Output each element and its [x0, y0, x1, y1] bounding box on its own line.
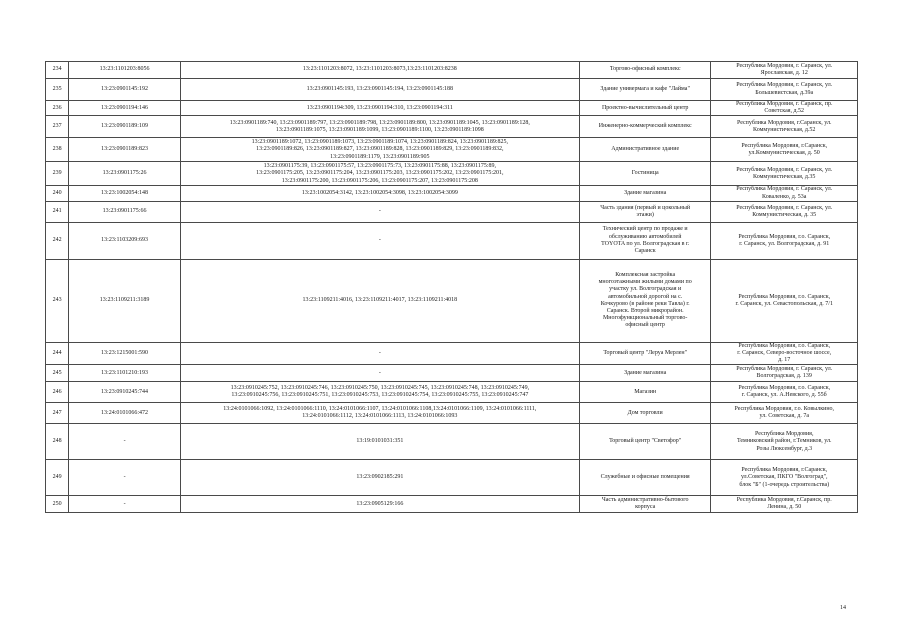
object-cadastral-numbers: 13:24:0101066:1092, 13:24:0101066:1110, 13:24:0101066:1107, 13:24:0101066:1108,13:24:0101066:1109, 13:24:0101066:1111, 13:24:0101066:1112, 13:24:0101066:1113, 13:24:0101066:1093: [180, 403, 579, 424]
object-cadastral-numbers: -: [180, 201, 579, 222]
table-row: [46, 424, 858, 460]
table-row: [46, 186, 858, 201]
object-address: Республика Мордовия, г.о. Саранск, г. Саранск, Северо-восточное шоссе, д. 17: [711, 342, 858, 365]
object-address: Республика Мордовия, г. Саранск, ул. Волгоградская, д. 139: [711, 365, 858, 382]
row-number: 240: [46, 186, 69, 201]
object-address: Республика Мордовия, г. Саранск, пр. Советская, д.52: [711, 101, 858, 116]
table-row: [46, 342, 858, 365]
object-address: Республика Мордовия, г. Саранск, ул. Коммунистическая, д. 35: [711, 201, 858, 222]
table-row: [46, 460, 858, 496]
object-address: Республика Мордовия, г.о. Саранск, г. Саранск, ул. Севастопольская, д. 7/1: [711, 259, 858, 342]
object-address: Республика Мордовия, г.о. Саранск, г. Саранск, ул. А.Невского, д. 55б: [711, 382, 858, 403]
object-cadastral-numbers: 13:23:0902185:291: [180, 460, 579, 496]
cadastral-number: 13:23:1109211:3189: [69, 259, 180, 342]
object-name: Часть административно-бытового корпуса: [579, 496, 711, 513]
object-name: Служебные и офисные помещения: [579, 460, 711, 496]
row-number: 245: [46, 365, 69, 382]
object-address: Республика Мордовия, г.о. Саранск, г. Саранск, ул. Волгоградская, д. 91: [711, 222, 858, 259]
table-row: [46, 201, 858, 222]
object-address: Республика Мордовия, г.Саранск, пр. Ленина, д. 50: [711, 496, 858, 513]
cadastral-number: 13:23:0901145:192: [69, 79, 180, 101]
object-cadastral-numbers: 13:23:0901189:740, 13:23:0901189:797, 13:23:0901189:798, 13:23:0901189:800, 13:23:0901189:1045, 13:23:0901189:128, 13:23:0901189:1075, 13:23:0901189:1099, 13:23:0901189:1100, 13:23:0901189:1098: [180, 116, 579, 138]
object-cadastral-numbers: 13:23:0901194:309, 13:23:0901194:310, 13:23:0901194:311: [180, 101, 579, 116]
object-address: Республика Мордовия, г.Саранск, ул. Коммунистическая, д.52: [711, 116, 858, 138]
object-name: Здание универмага и кафе "Лайма": [579, 79, 711, 101]
table-row: [46, 496, 858, 513]
object-name: Гостиница: [579, 162, 711, 186]
table-row: [46, 79, 858, 101]
row-number: 249: [46, 460, 69, 496]
object-name: Торговый центр "Светофор": [579, 424, 711, 460]
cadastral-number: -: [69, 496, 180, 513]
row-number: 248: [46, 424, 69, 460]
cadastral-number: 13:23:0901189:109: [69, 116, 180, 138]
page-number: 14: [840, 605, 846, 611]
object-cadastral-numbers: 13:23:0910245:752, 13:23:0910245:746, 13:23:0910245:750, 13:23:0910245:745, 13:23:0910245:748, 13:23:0910245:749, 13:23:0910245:756, 13:23:0910245:751, 13:23:0910245:753, 13:23:0910245:754, 13:23:0910245:755, 13:23:0910245:747: [180, 382, 579, 403]
object-cadastral-numbers: 13:23:1109211:4016, 13:23:1109211:4017, 13:23:1109211:4018: [180, 259, 579, 342]
object-name: Комплексная застройка многоэтажными жилыми домами по участку ул. Волгоградская и автомобильной дорогой на с. Кочкурово (в районе реки Тавла) г. Саранск. Второй микрорайон. Многофункциональный торгово- офисный центр: [579, 259, 711, 342]
table-row: [46, 365, 858, 382]
object-cadastral-numbers: 13:23:0901189:1072, 13:23:0901189:1073, 13:23:0901189:1074, 13:23:0901189:824, 13:23:0901189:825, 13:23:0901189:826, 13:23:0901189:827, 13:23:0901189:828, 13:23:0901189:829, 13:23:0901189:832, 13:23:0901189:1179, 13:23:0901189:905: [180, 138, 579, 162]
row-number: 239: [46, 162, 69, 186]
table-row: [46, 101, 858, 116]
object-cadastral-numbers: -: [180, 222, 579, 259]
row-number: 247: [46, 403, 69, 424]
table-row: [46, 138, 858, 162]
object-cadastral-numbers: 13:23:1002054:3142, 13:23:1002054:3098, 13:23:1002054:3099: [180, 186, 579, 201]
object-name: Инженерно-коммерческий комплекс: [579, 116, 711, 138]
object-cadastral-numbers: -: [180, 342, 579, 365]
object-cadastral-numbers: 13:23:0905129:166: [180, 496, 579, 513]
object-address: Республика Мордовия, г.о. Ковылкино, ул. Советская, д. 7а: [711, 403, 858, 424]
cadastral-number: 13:23:1002054:148: [69, 186, 180, 201]
table-row: [46, 116, 858, 138]
cadastral-number: 13:23:1103209:693: [69, 222, 180, 259]
object-name: Проектно-вычислительный центр: [579, 101, 711, 116]
object-cadastral-numbers: 13:19:0101031:351: [180, 424, 579, 460]
row-number: 243: [46, 259, 69, 342]
cadastral-number: -: [69, 424, 180, 460]
row-number: 238: [46, 138, 69, 162]
cadastral-number: 13:23:0901189:823: [69, 138, 180, 162]
row-number: 236: [46, 101, 69, 116]
object-name: Здание магазина: [579, 186, 711, 201]
object-address: Республика Мордовия, г.Саранск, ул.Коммунистическая, д. 50: [711, 138, 858, 162]
cadastral-number: 13:23:1101203:8056: [69, 62, 180, 79]
row-number: 237: [46, 116, 69, 138]
table-body: [46, 62, 858, 513]
object-cadastral-numbers: 13:23:1101203:8072, 13:23:1101203:8073,13:23:1101203:8238: [180, 62, 579, 79]
cadastral-number: 13:23:0901175:26: [69, 162, 180, 186]
row-number: 246: [46, 382, 69, 403]
row-number: 250: [46, 496, 69, 513]
object-address: Республика Мордовия, Темниковский район, г.Темников, ул. Розы Люксембург, д.3: [711, 424, 858, 460]
register-table: [45, 61, 858, 513]
cadastral-number: 13:23:0901175:66: [69, 201, 180, 222]
object-address: Республика Мордовия, г. Саранск, ул. Коммунистическая, д.35: [711, 162, 858, 186]
object-cadastral-numbers: 13:23:0901145:193, 13:23:0901145:194, 13:23:0901145:188: [180, 79, 579, 101]
row-number: 244: [46, 342, 69, 365]
table-row: [46, 382, 858, 403]
cadastral-number: 13:23:1215001:590: [69, 342, 180, 365]
row-number: 235: [46, 79, 69, 101]
object-name: Здание магазина: [579, 365, 711, 382]
row-number: 241: [46, 201, 69, 222]
object-address: Республика Мордовия, г. Саранск, ул. Большевистская, д.39а: [711, 79, 858, 101]
object-address: Республика Мордовия, г.Саранск, ул.Советская, ПКГО "Волгоград", блок "Б" (1-очередь строительства): [711, 460, 858, 496]
table-row: [46, 259, 858, 342]
table-row: [46, 222, 858, 259]
object-name: Административное здание: [579, 138, 711, 162]
object-name: Торговый центр "Леруа Мерлен": [579, 342, 711, 365]
cadastral-number: 13:23:0901194:146: [69, 101, 180, 116]
row-number: 234: [46, 62, 69, 79]
cadastral-number: 13:23:0910245:744: [69, 382, 180, 403]
object-address: Республика Мордовия, г. Саранск, ул. Ярославская, д. 12: [711, 62, 858, 79]
object-name: Дом торговли: [579, 403, 711, 424]
cadastral-number: 13:23:1101210:193: [69, 365, 180, 382]
cadastral-number: -: [69, 460, 180, 496]
object-address: Республика Мордовия, г. Саранск, ул. Коваленко, д. 53а: [711, 186, 858, 201]
row-number: 242: [46, 222, 69, 259]
table-row: [46, 403, 858, 424]
object-name: Магазин: [579, 382, 711, 403]
table-row: [46, 162, 858, 186]
object-cadastral-numbers: -: [180, 365, 579, 382]
cadastral-number: 13:24:0101066:472: [69, 403, 180, 424]
object-name: Торгово-офисный комплекс: [579, 62, 711, 79]
object-name: Технический центр по продаже и обслуживанию автомобилей TOYOTA по ул. Волгоградская в г. Саранск: [579, 222, 711, 259]
object-cadastral-numbers: 13:23:0901175:39, 13:23:0901175:57, 13:23:0901175:73, 13:23:0901175:88, 13:23:0901175:89, 13:23:0901175:205, 13:23:0901175:204, 13:23:0901175:203, 13:23:0901175:202, 13:23:0901175:201, 13:23:0901175:200, 13:23:0901175:206, 13:23:0901175:207, 13:23:0901175:208: [180, 162, 579, 186]
object-name: Часть здания (первый и цокольный этажи): [579, 201, 711, 222]
table-row: [46, 62, 858, 79]
